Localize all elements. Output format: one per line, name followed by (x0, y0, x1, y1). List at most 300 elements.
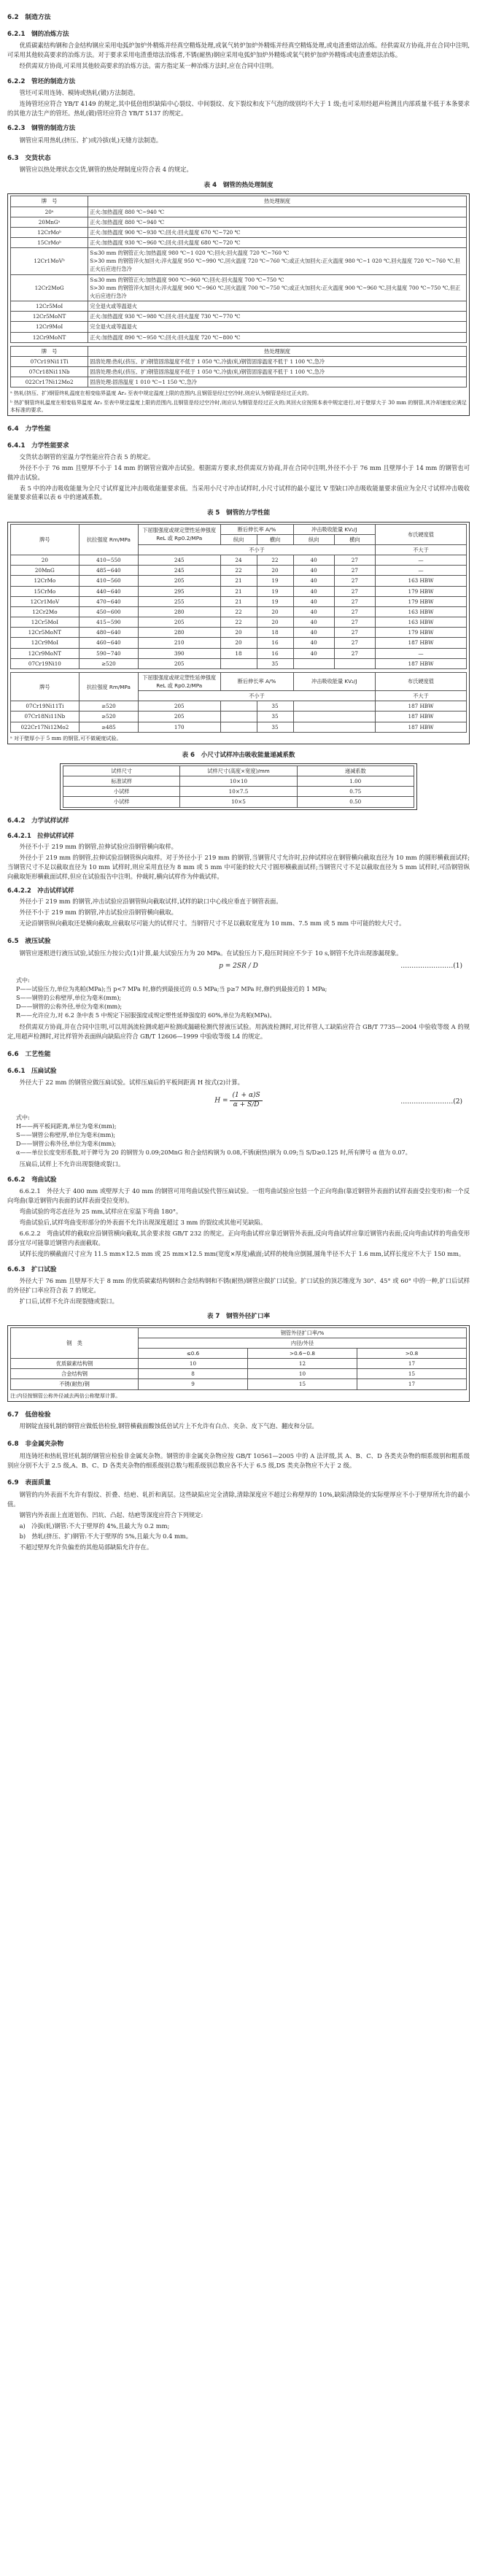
table-header: 横向 (334, 534, 375, 544)
table-cell: 小试样 (63, 797, 180, 807)
table-header: 试样尺寸(高度×宽度)/mm (180, 766, 297, 776)
paragraph: 表 5 中的冲击吸收能量为全尺寸试样夏比冲击吸收能量要求值。当采用小尺寸冲击试样时,小尺寸试样的最小夏比 V 型缺口冲击吸收能量要求值应为全尺寸试样冲击吸收能量要求值乘以表 6 中的递减系数。 (7, 484, 470, 501)
table-cell: 1.00 (297, 776, 414, 787)
table-header: 冲击吸收能量 KV₂/J (293, 524, 376, 534)
table-6 (63, 766, 414, 808)
fraction (230, 1092, 262, 1109)
section-heading: 6.6 工艺性能 (7, 1051, 51, 1059)
table-row (11, 1359, 467, 1369)
table-cell: 20ᵃ (11, 207, 88, 217)
variable-definitions (16, 1114, 470, 1157)
variable-definitions (16, 976, 470, 1020)
paragraph: 弯曲试验后,试样弯曲变形部分的外表面不允许出现深度超过 3 mm 的裂纹或其他可见缺陷。 (19, 1219, 267, 1227)
table-row (11, 712, 467, 722)
table-cell: 12Cr9MoNT (11, 332, 88, 342)
table-cell: 485~640 (79, 566, 138, 576)
table-cell: 20 (11, 555, 80, 566)
paragraph: 外径不小于 219 mm 的钢管,拉伸试验应沿钢管横向取样。 (19, 842, 177, 850)
table-cell: 19 (257, 596, 293, 606)
formula-text: p = 2SR / D (219, 963, 258, 971)
fraction-numerator: (1 + α)S (230, 1092, 262, 1101)
table-cell: 20 (220, 638, 257, 648)
section-heading: 6.7 低倍检验 (7, 1411, 51, 1419)
table-caption: 表 6 小尺寸试样冲击吸收能量递减系数 (182, 751, 295, 759)
table-row (11, 332, 467, 342)
table-header: 下屈服强度或规定塑性延伸强度 ReL 或 Rp0.2/MPa (139, 524, 221, 544)
table-cell: 12Cr2Mo (11, 606, 80, 617)
table-cell: 40 (293, 617, 334, 628)
table-5 (10, 524, 467, 669)
table-header: 递减系数 (297, 766, 414, 776)
section-heading: 6.2 制造方法 (7, 14, 51, 21)
table-cell: 163 HBW (376, 606, 467, 617)
formula-1 (7, 962, 470, 972)
table-cell: 正火:加热温度 930 ℃~980 ℃;回火:回火温度 730 ℃~770 ℃ (88, 312, 467, 322)
table-cell: 163 HBW (376, 576, 467, 586)
table-header: 横向 (257, 534, 293, 544)
paragraph: 外径不小于 219 mm 的钢管,冲击试验应沿钢管横向截取。 (19, 909, 177, 917)
table-header: 断后伸长率 A/% (220, 672, 293, 690)
subsection-heading: 6.2.1 钢的冶炼方法 (7, 30, 69, 38)
table-cell: 170 (139, 722, 221, 732)
table-cell: 12Cr5MoI (11, 617, 80, 628)
paragraph: 钢管应逐根进行液压试验,试验压力按公式(1)计算,最大试验压力为 20 MPa。在试验压力下,稳压时间应不少于 10 s,钢管不允许出现渗漏现象。 (19, 949, 403, 957)
table-cell: 19 (257, 586, 293, 596)
table-cell: 12Cr5MoI (11, 301, 88, 312)
table-cell: 40 (293, 576, 334, 586)
table-cell: 20 (220, 628, 257, 638)
definition: S——钢管的公称壁厚,单位为毫米(mm); (16, 995, 122, 1002)
paragraph: 钢管应采用热轧(挤压、扩)或冷拔(轧)无缝方法制造。 (19, 136, 163, 144)
section-heading: 6.5 液压试验 (7, 938, 51, 945)
table-row (11, 638, 467, 648)
paragraph: 试样长度的横截面尺寸应为 11.5 mm×12.5 mm 或 25 mm×12.5 mm(宽度×厚度)截面;试样的棱角应倒圆,圆角半径不大于 1.6 mm,试样长度应不大于 150 mm。 (19, 1249, 465, 1257)
table-cell: 正火:加热温度 880 ℃~940 ℃ (88, 207, 467, 217)
table-cell: 163 HBW (376, 617, 467, 628)
table-row (11, 1379, 467, 1389)
section-heading: 6.9 表面质量 (7, 1479, 51, 1487)
table-cell: — (376, 555, 467, 566)
table-cell: 22 (257, 555, 293, 566)
where-label: 式中: (16, 977, 30, 984)
table-row (11, 648, 467, 658)
table-header: 牌号 (11, 524, 80, 555)
formula-number: ……………………(2) (400, 1098, 462, 1106)
table-cell (293, 712, 376, 722)
table-cell: 20MnG (11, 566, 80, 576)
table-cell: 12Cr1MoV (11, 596, 80, 606)
table-cell: 10×5 (180, 797, 297, 807)
table-cell: 21 (220, 596, 257, 606)
table-cell: 187 HBW (376, 722, 467, 732)
table-6-frame (60, 763, 417, 810)
table-cell: 187 HBW (376, 701, 467, 712)
table-footnote: ᵃ 热轧(挤压、扩)钢管终轧温度在相变临界温度 Ar₃ 至表中规定温度上限的范围内,且钢管是经过空冷时,则应认为钢管是经过正火的。 (10, 390, 312, 397)
table-header: 抗拉强度 Rm/MPa (79, 672, 138, 701)
table-cell: 27 (334, 606, 375, 617)
table-cell: 10×10 (180, 776, 297, 787)
table-4-frame (7, 193, 470, 416)
table-cell: 245 (139, 555, 221, 566)
table-cell: 205 (139, 576, 221, 586)
table-cell: 27 (334, 648, 375, 658)
list-item: a) 冷拔(轧)钢管:不大于壁厚的 4%,且最大为 0.2 mm; (19, 1522, 170, 1530)
paragraph: 外径小于 219 mm 的钢管,拉伸试验沿钢管纵向取样。对于外径小于 219 mm 的钢管,当钢管尺寸允许时,拉伸试样应在钢管横向截取直径为 10 mm 的圆形横截面试样;当钢管尺寸不足以截取直径为 10 mm 试样时,则应采用直径为 8 mm 或 5 mm 中可能的较大尺寸圆形横截面试样;当钢管尺寸不足以截取直径为 5 mm 试样时,可沿钢管纵向截取矩形横截面试样,但应在试验报告中注明。仲裁时,横向试样作为仲裁试样。 (7, 853, 470, 880)
table-cell: 15CrMo (11, 586, 80, 596)
where-label: 式中: (16, 1114, 30, 1122)
table-cell: 12CrMoᵇ (11, 227, 88, 237)
table-row (11, 1369, 467, 1379)
table-cell: 179 HBW (376, 586, 467, 596)
table-cell: 07Cr18Ni11Nb (11, 367, 88, 377)
fraction-denominator: α + S/D (233, 1100, 260, 1108)
table-header: 纵向 (220, 534, 257, 544)
paragraph: 经供需双方协商,可采用其他较高要求的冶炼方法。需方指定某一种冶炼方法时,应在合同中注明。 (19, 61, 278, 69)
table-cell: 255 (139, 596, 221, 606)
table-cell: 12Cr9MoI (11, 322, 88, 332)
document-page (7, 0, 470, 1558)
table-cell: 16 (257, 648, 293, 658)
table-cell (334, 658, 375, 668)
table-cell: 410~550 (79, 555, 138, 566)
table-header: 热处理制度 (88, 346, 467, 356)
table-header: 抗拉强度 Rm/MPa (79, 524, 138, 555)
table-cell: 27 (334, 566, 375, 576)
definition: D——钢管的公称外径,单位为毫米(mm); (16, 1003, 123, 1011)
table-row (11, 566, 467, 576)
table-cell: 正火:加热温度 880 ℃~940 ℃ (88, 217, 467, 227)
table-cell: 0.50 (297, 797, 414, 807)
table-4 (10, 196, 467, 342)
table-header: 纵向 (293, 534, 334, 544)
table-cell: 35 (257, 701, 293, 712)
table-header: 布氏硬度值 (376, 672, 467, 690)
paragraph: 6.6.2.1 外径大于 400 mm 或壁厚大于 40 mm 的钢管可用弯曲试验代替压扁试验。一组弯曲试验应包括一个正向弯曲(靠近钢管外表面的试样表面受拉变形)和一个反向弯曲(靠近钢管内表面的试样表面受拉变形)。 (7, 1187, 470, 1205)
table-cell: 15 (357, 1369, 467, 1379)
table-cell: 8 (139, 1369, 248, 1379)
paragraph: 优质碳素结构钢和合金结构钢应采用电弧炉加炉外精炼并经真空精炼处理,或氧气转炉加炉外精炼并经真空精炼处理,或电渣重熔法冶炼。经供需双方协商,并在合同中注明,可采用其他较高要求的冶炼方法。对于要求采用电渣重熔法冶炼者,不锈(耐热)钢应采用电弧炉加炉外精炼或氧气转炉加炉外精炼或电渣重熔法冶炼。 (7, 41, 470, 58)
table-cell: 460~640 (79, 638, 138, 648)
paragraph: 用钢锭直接轧制的钢管应做低倍检验,钢管横截面酸蚀低倍试片上不允许有白点、夹杂、皮下气泡、翻皮和分层。 (19, 1422, 318, 1430)
definition: H——两平板间距离,单位为毫米(mm); (16, 1123, 117, 1130)
table-row (11, 586, 467, 596)
table-row (11, 377, 467, 387)
table-header: >0.6~0.8 (248, 1349, 357, 1359)
table-header: 不大于 (376, 544, 467, 555)
table-row (11, 274, 467, 301)
paragraph: 外径大于 76 mm 且壁厚不大于 8 mm 的优质碳素结构钢和合金结构钢和不锈(耐热)钢管应做扩口试验。扩口试验的顶芯锥度为 30°、45° 或 60° 中的一种,扩口后试样的外径扩口率应符合表 7 的规定。 (7, 1276, 470, 1294)
table-header: 不大于 (376, 691, 467, 701)
table-cell: S≤30 mm 的钢管正火:加热温度 900 ℃~960 ℃;回火:回火温度 700 ℃~750 ℃ S>30 mm 的钢管淬火加回火:淬火温度 900 ℃~960 ℃,回火温度 700 ℃~750 ℃;或正火加回火:正火温度 900 ℃~960 ℃,回火温度 700 ℃~750 ℃,但正火后应进行急冷 (88, 274, 467, 301)
table-cell: 07Cr19Ni11Ti (11, 701, 80, 712)
table-row (11, 367, 467, 377)
table-cell: 07Cr18Ni11Nb (11, 712, 80, 722)
table-cell: 22 (220, 606, 257, 617)
table-cell: ≥520 (79, 658, 138, 668)
table-cell: S≤30 mm 的钢管正火:加热温度 980 ℃~1 020 ℃;回火:回火温度 720 ℃~760 ℃ S>30 mm 的钢管淬火加回火:淬火温度 950 ℃~990 ℃,回火温度 720 ℃~760 ℃;或正火加回火:正火温度 980 ℃~1 020 ℃,回火温度 720 ℃~760 ℃,但正火后应进行急冷 (88, 248, 467, 274)
table-footnote: ᵇ 热扩钢管终轧温度在相变临界温度 Ar₃ 至表中规定温度上限的范围内,且钢管是经过空冷时,则应认为钢管是经过正火的;其回火应按照本表中规定进行,对于壁厚大于 30 mm 的钢管,其冷却速度应满足本标准的要求。 (10, 399, 467, 414)
table-cell: 27 (334, 617, 375, 628)
table-header: 试样尺寸 (63, 766, 180, 776)
table-4-continued (10, 346, 467, 388)
paragraph: 钢管的内外表面不允许有裂纹、折叠、结疤、轧折和离层。这些缺陷应完全清除,清除深度应不超过公称壁厚的 10%,缺陷清除处的实际壁厚应不小于壁厚所允许的最小值。 (7, 1491, 470, 1508)
table-cell: 21 (220, 586, 257, 596)
table-cell: 205 (139, 617, 221, 628)
table-cell: ≥485 (79, 722, 138, 732)
definition: S——钢管公称壁厚,单位为毫米(mm); (16, 1132, 116, 1139)
paragraph: 交货状态钢管的室温力学性能应符合表 5 的规定。 (19, 453, 155, 461)
table-cell: 390 (139, 648, 221, 658)
table-cell: 40 (293, 596, 334, 606)
table-header: 钢管外径扩口率/% (139, 1327, 467, 1338)
subsection-heading: 6.4.2.2 冲击试样试样 (7, 887, 74, 895)
table-cell: 15CrMoᵇ (11, 238, 88, 248)
table-cell: 优质碳素结构钢 (11, 1359, 139, 1369)
table-row (11, 238, 467, 248)
table-cell: 205 (139, 712, 221, 722)
table-cell: 正火:加热温度 890 ℃~950 ℃;回火:回火温度 720 ℃~800 ℃ (88, 332, 467, 342)
subsection-heading: 6.2.3 钢管的制造方法 (7, 125, 76, 133)
table-row (11, 701, 467, 712)
table-7-frame (7, 1325, 470, 1402)
table-cell: 固溶处理:固溶温度 1 010 ℃~1 150 ℃,急冷 (88, 377, 467, 387)
table-row (63, 787, 414, 797)
table-cell: 07Cr19Ni10 (11, 658, 80, 668)
table-cell (293, 658, 334, 668)
table-cell: 20 (257, 606, 293, 617)
table-cell: 440~640 (79, 586, 138, 596)
table-row (11, 356, 467, 366)
section-heading: 6.4 力学性能 (7, 425, 51, 433)
table-cell: 12Cr9MoI (11, 638, 80, 648)
subsection-heading: 6.4.1 力学性能要求 (7, 441, 69, 450)
table-cell: 19 (257, 576, 293, 586)
table-cell: 179 HBW (376, 596, 467, 606)
paragraph: 弯曲试验的弯芯直径为 25 mm,试样应在室温下弯曲 180°。 (19, 1208, 182, 1216)
list-item: b) 热轧(挤压、扩)钢管:不大于壁厚的 5%,且最大为 0.4 mm。 (19, 1532, 192, 1540)
table-5-frame (7, 522, 470, 744)
table-row (11, 207, 467, 217)
table-cell: 187 HBW (376, 712, 467, 722)
paragraph: 扩口后,试样不允许出现裂缝或裂口。 (19, 1297, 118, 1305)
table-cell (293, 701, 376, 712)
table-cell: — (376, 648, 467, 658)
table-header: ≤0.6 (139, 1349, 248, 1359)
table-cell: ≥520 (79, 701, 138, 712)
table-cell: 27 (334, 586, 375, 596)
table-cell: 标准试样 (63, 776, 180, 787)
paragraph: 用连铸坯和热轧管坯轧制的钢管应检验非金属夹杂物。钢管的非金属夹杂物应按 GB/T 10561—2005 中的 A 法评级,其 A、B、C、D 各类夹杂物的细系级别和粗系级别应分别不大于 2.5 级,A、B、C、D 各类夹杂物的细系级别总数与粗系级别总数应各不大于 6.5 级,DS 类夹杂物应不大于 2 级。 (7, 1451, 470, 1469)
table-cell: 450~600 (79, 606, 138, 617)
table-row (11, 555, 467, 566)
subsection-heading: 6.6.2 弯曲试验 (7, 1176, 57, 1184)
definition: D——钢管公称外径,单位为毫米(mm); (16, 1141, 117, 1148)
table-cell: 280 (139, 628, 221, 638)
table-cell: 40 (293, 606, 334, 617)
table-cell: 24 (220, 555, 257, 566)
table-cell: 022Cr17Ni12Mo2 (11, 722, 80, 732)
table-cell: 415~590 (79, 617, 138, 628)
formula-2 (7, 1092, 470, 1109)
table-cell: 18 (220, 648, 257, 658)
defect-depth-list (7, 1522, 470, 1553)
subsection-heading: 6.4.2.1 拉伸试样试样 (7, 831, 74, 839)
table-cell: 22 (220, 617, 257, 628)
paragraph: 外径小于 219 mm 的钢管,冲击试验应沿钢管纵向截取试样,试样的缺口中心线应垂直于钢管表面。 (19, 898, 282, 906)
table-header: 不小于 (139, 691, 376, 701)
table-cell: 27 (334, 628, 375, 638)
table-cell: 不锈(耐热)钢 (11, 1379, 139, 1389)
definition: P——试验压力,单位为兆帕(MPa);当 p<7 MPa 时,修约到最接近的 0.5 MPa;当 p≥7 MPa 时,修约到最接近的 1 MPa; (16, 986, 327, 993)
table-cell: 17 (357, 1379, 467, 1389)
table-cell: 210 (139, 638, 221, 648)
table-note: 注:内径按钢管公称外径减去两倍公称壁厚计算。 (10, 1392, 121, 1399)
table-cell: 590~740 (79, 648, 138, 658)
table-cell: 12Cr5MoNT (11, 628, 80, 638)
table-cell (220, 701, 257, 712)
table-cell: 10 (248, 1369, 357, 1379)
table-row (11, 722, 467, 732)
table-row (11, 227, 467, 237)
table-cell: 20MnGᵃ (11, 217, 88, 227)
table-header: 布氏硬度值 (376, 524, 467, 544)
table-5-continued (10, 672, 467, 733)
table-row (63, 797, 414, 807)
paragraph: 不超过壁厚允许负偏差的其他局部缺陷允许存在。 (19, 1543, 153, 1551)
table-cell: 179 HBW (376, 628, 467, 638)
table-header: 断后伸长率 A/% (220, 524, 293, 534)
subsection-heading: 6.6.3 扩口试验 (7, 1265, 57, 1273)
table-cell: 470~640 (79, 596, 138, 606)
table-cell: 12Cr2MoG (11, 274, 88, 301)
table-cell: 40 (293, 648, 334, 658)
table-header: 牌 号 (11, 196, 88, 207)
table-cell: 18 (257, 628, 293, 638)
table-cell: 022Cr17Ni12Mo2 (11, 377, 88, 387)
table-cell: 40 (293, 586, 334, 596)
table-cell: 固溶处理:热轧(挤压、扩)钢管固溶温度不低于 1 050 ℃,冷拔(轧)钢管固溶温度不低于 1 100 ℃,急冷 (88, 356, 467, 366)
table-cell: 295 (139, 586, 221, 596)
table-header: 牌 号 (11, 346, 88, 356)
subsection-heading: 6.2.2 管坯的制造方法 (7, 77, 76, 85)
table-row (11, 217, 467, 227)
formula-lhs: H = (214, 1097, 228, 1105)
table-header: 热处理制度 (88, 196, 467, 207)
table-row (11, 658, 467, 668)
table-cell: 12Cr5MoNT (11, 312, 88, 322)
subsection-heading: 6.4.2 力学试样试样 (7, 817, 69, 825)
table-cell (220, 712, 257, 722)
table-cell: 17 (357, 1359, 467, 1369)
table-cell: 21 (220, 576, 257, 586)
table-cell: 12Cr9MoNT (11, 648, 80, 658)
table-cell: 正火:加热温度 900 ℃~930 ℃;回火:回火温度 670 ℃~720 ℃ (88, 227, 467, 237)
table-cell: 完全退火或等温退火 (88, 322, 467, 332)
paragraph: 钢管内外表面上直道划伤、凹坑、凸起、结疤等深度应符合下列规定: (19, 1511, 203, 1519)
table-header: 不小于 (139, 544, 376, 555)
table-cell: 20 (257, 617, 293, 628)
table-7 (10, 1327, 467, 1390)
table-cell: 固溶处理:热轧(挤压、扩)钢管固溶温度不低于 1 050 ℃,冷拔(轧)钢管固溶温度不低于 1 100 ℃,急冷 (88, 367, 467, 377)
paragraph: 外径不小于 76 mm 且壁厚不小于 14 mm 的钢管应做冲击试验。根据需方要求,经供需双方协商,并在合同中注明,外径不小于 76 mm 且壁厚小于 14 mm 的钢管也可做冲击试验。 (7, 463, 470, 481)
table-header: 牌号 (11, 672, 80, 701)
table-cell: 187 HBW (376, 658, 467, 668)
table-cell: 27 (334, 555, 375, 566)
table-cell: 35 (257, 658, 293, 668)
table-cell: 40 (293, 566, 334, 576)
table-caption: 表 4 钢管的热处理制度 (203, 182, 274, 190)
table-cell: 9 (139, 1379, 248, 1389)
table-cell (220, 658, 257, 668)
table-cell: 15 (248, 1379, 357, 1389)
table-row (11, 576, 467, 586)
definition: R——允许应力,对 6.2 条中表 5 中规定下屈服强度或规定塑性延伸强度的 60%,单位为兆帕(MPa)。 (16, 1012, 276, 1019)
table-caption: 表 5 钢管的力学性能 (206, 509, 271, 517)
paragraph: 钢管应以热处理状态交货,钢管的热处理制度应符合表 4 的规定。 (19, 166, 193, 174)
paragraph: 无论沿钢管纵向截取还是横向截取,应截取尽可能大的试样尺寸。当钢管尺寸不足以截取宽度为 10 mm、7.5 mm 或 5 mm 中可能的较大尺寸。 (19, 919, 406, 928)
paragraph: 外径大于 22 mm 的钢管应做压扁试验。试样压扁后的平板间距离 H 按式(2)计算。 (19, 1079, 244, 1087)
table-cell: — (376, 566, 467, 576)
table-header: 下屈服强度或规定塑性延伸强度 ReL 或 Rp0.2/MPa (139, 672, 221, 690)
table-cell: 27 (334, 576, 375, 586)
table-row (11, 248, 467, 274)
table-cell: 07Cr19Ni11Ti (11, 356, 88, 366)
table-cell: 12CrMo (11, 576, 80, 586)
table-cell: 0.75 (297, 787, 414, 797)
table-cell: 205 (139, 701, 221, 712)
table-row (11, 628, 467, 638)
paragraph: 管坯可采用连铸、模铸或热轧(锻)方法制造。 (19, 88, 139, 96)
table-row (11, 606, 467, 617)
table-caption: 表 7 钢管外径扩口率 (206, 1313, 271, 1321)
table-cell: 正火:加热温度 930 ℃~960 ℃;回火:回火温度 680 ℃~720 ℃ (88, 238, 467, 248)
table-footnote: ᵃ 对于壁厚小于 5 mm 的钢管,可不做硬度试验。 (10, 734, 122, 741)
table-cell: 410~560 (79, 576, 138, 586)
table-row (11, 596, 467, 606)
table-row (11, 312, 467, 322)
table-cell: 27 (334, 638, 375, 648)
table-header: 冲击吸收能量 KV₂/J (293, 672, 376, 690)
paragraph: 压扁后,试样上不允许出现裂缝或裂口。 (19, 1160, 125, 1168)
table-cell: 35 (257, 712, 293, 722)
table-cell: 40 (293, 628, 334, 638)
paragraph: 6.6.2.2 弯曲试样的截取应沿钢管横向截取,其余要求按 GB/T 232 的规定。正向弯曲试样应靠近钢管外表面,反向弯曲试样应靠近钢管内表面;反向弯曲试样的弯曲变形部分宜尽可能靠近钢管内表面截取。 (7, 1229, 470, 1246)
section-heading: 6.8 非金属夹杂物 (7, 1441, 64, 1449)
table-cell: ≥520 (79, 712, 138, 722)
table-cell: 40 (293, 638, 334, 648)
paragraph: 经供需双方协商,并在合同中注明,可以用涡流检测或超声检测或漏磁检测代替液压试验。用涡流检测时,对比样管人工缺陷应符合 GB/T 7735—2004 中验收等级 A 的规定,用超声检测时,对比样管外表面纵向缺陷应符合 GB/T 12606—1999 中验收等级 L4 的规定。 (7, 1023, 470, 1041)
table-cell: 205 (139, 658, 221, 668)
table-cell: 27 (334, 596, 375, 606)
table-cell: 280 (139, 606, 221, 617)
table-row (11, 322, 467, 332)
table-header: >0.8 (357, 1349, 467, 1359)
table-header: 钢 类 (11, 1327, 139, 1358)
table-cell: 35 (257, 722, 293, 732)
table-cell: 187 HBW (376, 638, 467, 648)
table-cell: 10 (139, 1359, 248, 1369)
table-cell: 40 (293, 555, 334, 566)
table-cell: 12 (248, 1359, 357, 1369)
section-heading: 6.3 交货状态 (7, 154, 51, 162)
table-cell: 16 (257, 638, 293, 648)
formula-number: ……………………(1) (400, 963, 462, 971)
table-cell: 12Cr1MoVᵇ (11, 248, 88, 274)
table-cell: 480~640 (79, 628, 138, 638)
table-row (11, 301, 467, 312)
paragraph: 连铸管坯应符合 YB/T 4149 的规定,其中低倍组织缺陷中心裂纹、中间裂纹、皮下裂纹和皮下气泡的级别均不大于 1 级;也可采用经超声检测且内部质量不低于本条要求的其他方法生产的管坯。热轧(锻)管坯应符合 YB/T 5137 的规定。 (7, 99, 470, 117)
table-cell: 245 (139, 566, 221, 576)
